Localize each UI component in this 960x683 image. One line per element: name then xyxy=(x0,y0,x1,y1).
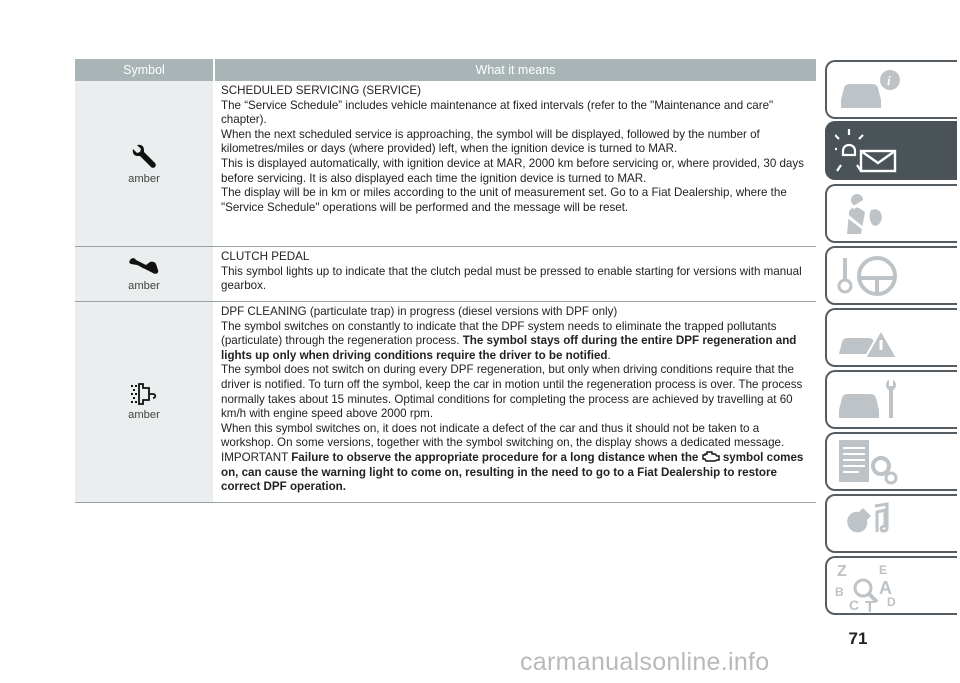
index-letter: E xyxy=(879,563,888,577)
tab-maintenance[interactable] xyxy=(825,370,957,429)
tab-index[interactable] xyxy=(825,556,957,615)
maintenance-icon xyxy=(835,376,905,424)
warning-lights-table xyxy=(75,59,816,503)
symbol-cell xyxy=(75,81,213,246)
index-icon xyxy=(835,562,905,614)
meaning-text: When this symbol switches on, it does not indicate a defect of the car and thus it should not be taken to a workshop. On some versions, together with the symbol switching on, the display shows a dedicated message. xyxy=(221,421,785,450)
meaning-title: CLUTCH PEDAL xyxy=(221,250,310,263)
starting-driving-icon xyxy=(835,252,905,300)
meaning-text: This symbol lights up to indicate that the clutch pedal must be pressed to enable starting for versions with manual gearbox. xyxy=(221,264,802,293)
meaning-cell xyxy=(213,247,816,301)
meaning-text: When the next scheduled service is approaching, the symbol will be displayed, followed by the number of kilometres/miles or days (where provided) left, when the ignition device is turned to MAR. xyxy=(221,127,760,156)
tab-emergency[interactable] xyxy=(825,308,957,367)
symbol-color-label: amber xyxy=(128,172,160,185)
meaning-text: This is displayed automatically, with ignition device at MAR, 2000 km before servicing or, where provided, 30 days before servicing. It is also displayed each time the ignition device is turned to MAR. xyxy=(221,156,804,185)
emergency-icon xyxy=(835,314,905,362)
index-letter: Z xyxy=(837,563,847,580)
index-letter: B xyxy=(835,585,844,599)
meaning-text: The display will be in km or miles according to the unit of measurement set. Go to a Fiat Dealership, where the "Service Schedule" operations will be performed and the message will be reset. xyxy=(221,186,787,214)
tab-car-info[interactable] xyxy=(825,60,957,119)
car-info-icon xyxy=(835,66,905,114)
meaning-cell xyxy=(213,81,816,246)
dpf-icon xyxy=(129,383,159,405)
index-letter: T xyxy=(865,599,875,614)
svg-text:i: i xyxy=(887,73,891,88)
index-letter: A xyxy=(879,578,892,598)
meaning-text: The symbol does not switch on during every DPF regeneration, but only when driving conditions require that the driver is notified. To turn off the symbol, keep the car in motion until the regeneration process is over. The process normally takes about 15 minutes. Optimal conditions for completing the process are achieved by travelling at 60 km/h with engine speed above 2000 rpm. xyxy=(221,363,803,421)
multimedia-icon xyxy=(835,500,905,548)
table-header xyxy=(75,59,816,81)
table-row xyxy=(75,247,816,302)
warning-lights-message-icon xyxy=(835,127,905,175)
meaning-cell xyxy=(213,302,816,502)
page-number: 71 xyxy=(848,629,868,648)
symbol-cell xyxy=(75,247,213,301)
meaning-title: DPF CLEANING (particulate trap) in progress (diesel versions with DPF only) xyxy=(221,305,618,318)
watermark: carmanualsonline.info xyxy=(520,648,770,676)
tab-warning-lights-messages[interactable] xyxy=(825,121,957,180)
tab-technical-data[interactable] xyxy=(825,432,957,491)
header-symbol: Symbol xyxy=(75,59,213,81)
tab-multimedia[interactable] xyxy=(825,494,957,553)
wrench-icon xyxy=(131,143,157,169)
index-letter: C xyxy=(849,597,860,613)
index-letter: D xyxy=(887,595,896,609)
clutch-pedal-icon xyxy=(128,256,160,276)
symbol-color-label: amber xyxy=(128,409,160,421)
table-row xyxy=(75,81,816,247)
table-row xyxy=(75,302,816,503)
important-note: IMPORTANT Failure to observe the appropriate procedure for a long distance when the symbol comes on, can cause the warning light to come on, resulting in the need to go to a Fiat Dealership to restore correct DPF operation. xyxy=(221,450,804,494)
meaning-title: SCHEDULED SERVICING (SERVICE) xyxy=(221,84,421,97)
meaning-text: The “Service Schedule” includes vehicle maintenance at fixed intervals (refer to the "Maintenance and care" chapter). xyxy=(221,98,774,127)
header-meaning: What it means xyxy=(215,59,816,81)
symbol-cell xyxy=(75,302,213,502)
meaning-text: The symbol switches on constantly to indicate that the DPF system needs to eliminate the trapped pollutants (particulate) through the regeneration process. The symbol stays off during the entire DPF regeneration and lights up only when driving conditions require the driver to be notified. xyxy=(221,319,797,362)
symbol-color-label: amber xyxy=(128,280,160,292)
safety-airbag-icon xyxy=(835,190,905,238)
tab-safety[interactable] xyxy=(825,184,957,243)
technical-data-icon xyxy=(835,438,905,486)
tab-starting-driving[interactable] xyxy=(825,246,957,305)
engine-icon xyxy=(702,451,720,462)
